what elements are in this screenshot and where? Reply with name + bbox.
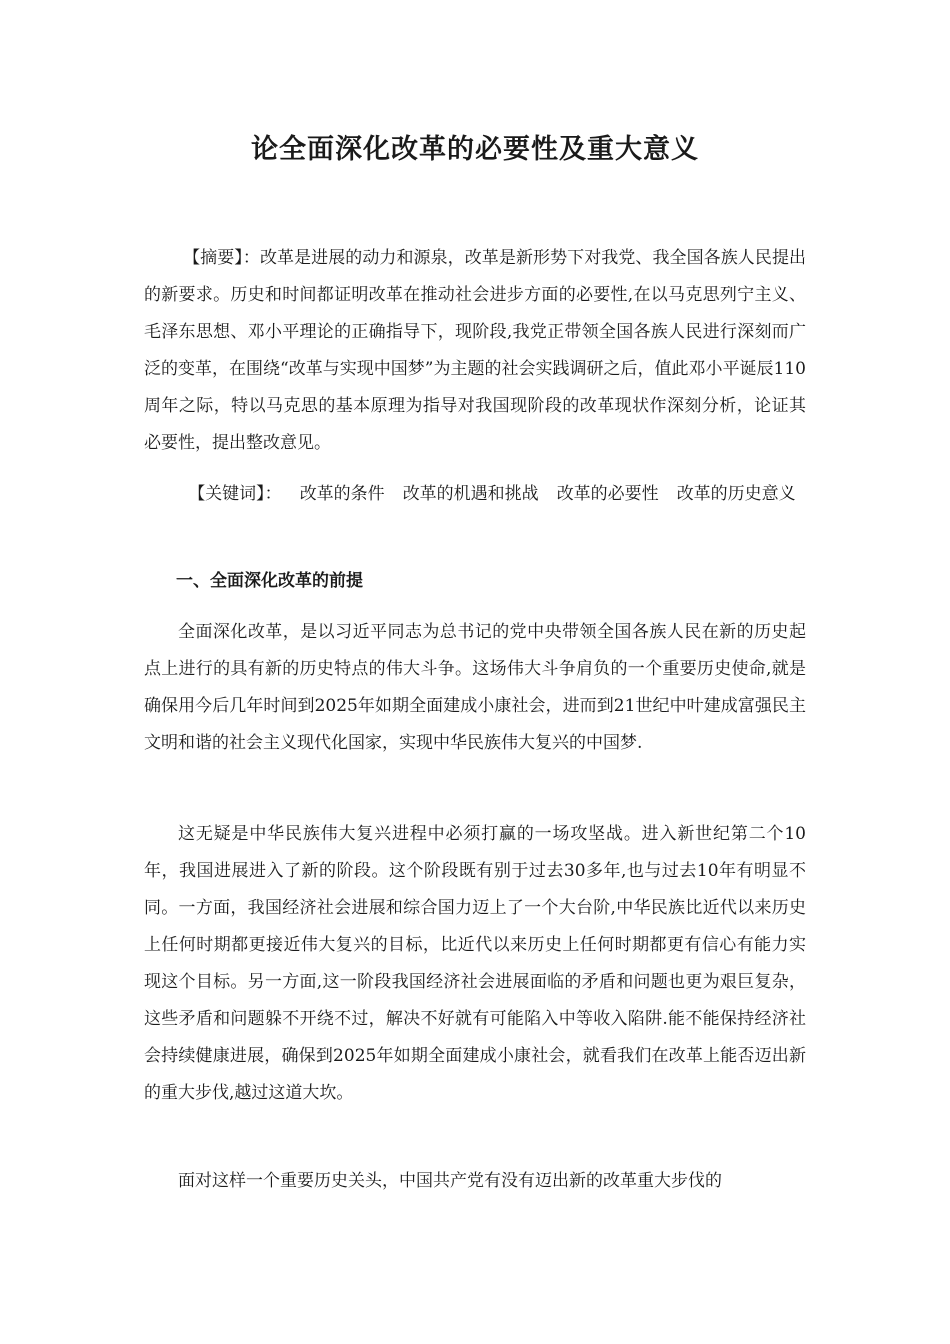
body-paragraph: 这无疑是中华民族伟大复兴进程中必须打赢的一场攻坚战。进入新世纪第二个10年，我国进展进入了新的阶段。这个阶段既有别于过去30多年,也与过去10年有明显不同。一方面，我国经济社会进展和综合国力迈上了一个大台阶,中华民族比近代以来历史上任何时期都更接近伟大复兴的目标，比近代以来历史上任何时期都更有信心有能力实现这个目标。另一方面,这一阶段我国经济社会进展面临的矛盾和问题也更为艰巨复杂，这些矛盾和问题躲不开绕不过，解决不好就有可能陷入中等收入陷阱.能不能保持经济社会持续健康进展，确保到2025年如期全面建成小康社会，就看我们在改革上能否迈出新的重大步伐,越过这道大坎。 (144, 824, 806, 1103)
abstract-text: 改革是进展的动力和源泉，改革是新形势下对我党、我全国各族人民提出的新要求。历史和时间都证明改革在推动社会进步方面的必要性,在以马克思列宁主义、毛泽东思想、邓小平理论的正确指导下，现阶段,我党正带领全国各族人民进行深刻而广泛的变革，在围绕“改革与实现中国梦”为主题的社会实践调研之后，值此邓小平诞辰110周年之际，特以马克思的基本原理为指导对我国现阶段的改革现状作深刻分析，论证其必要性，提出整改意见。 (144, 248, 807, 453)
keyword-item: 改革的机遇和挑战 (402, 484, 539, 504)
keywords-paragraph (144, 476, 806, 513)
abstract-label: 【摘要】： (183, 248, 260, 268)
section-heading: 一、全面深化改革的前提 (176, 571, 363, 591)
keywords-label: 【关键词】： (188, 484, 282, 504)
keyword-item: 改革的条件 (299, 484, 385, 504)
body-paragraph: 面对这样一个重要历史关头，中国共产党有没有迈出新的改革重大步伐的 (178, 1171, 722, 1191)
document-title: 论全面深化改革的必要性及重大意义 (251, 134, 699, 165)
body-paragraph: 全面深化改革，是以习近平同志为总书记的党中央带领全国各族人民在新的历史起点上进行的具有新的历史特点的伟大斗争。这场伟大斗争肩负的一个重要历史使命,就是确保用今后几年时间到2025年如期全面建成小康社会，进而到21世纪中叶建成富强民主文明和谐的社会主义现代化国家，实现中华民族伟大复兴的中国梦. (144, 622, 806, 753)
keyword-item: 改革的历史意义 (676, 484, 796, 504)
abstract-paragraph (144, 240, 806, 462)
keyword-item: 改革的必要性 (556, 484, 659, 504)
